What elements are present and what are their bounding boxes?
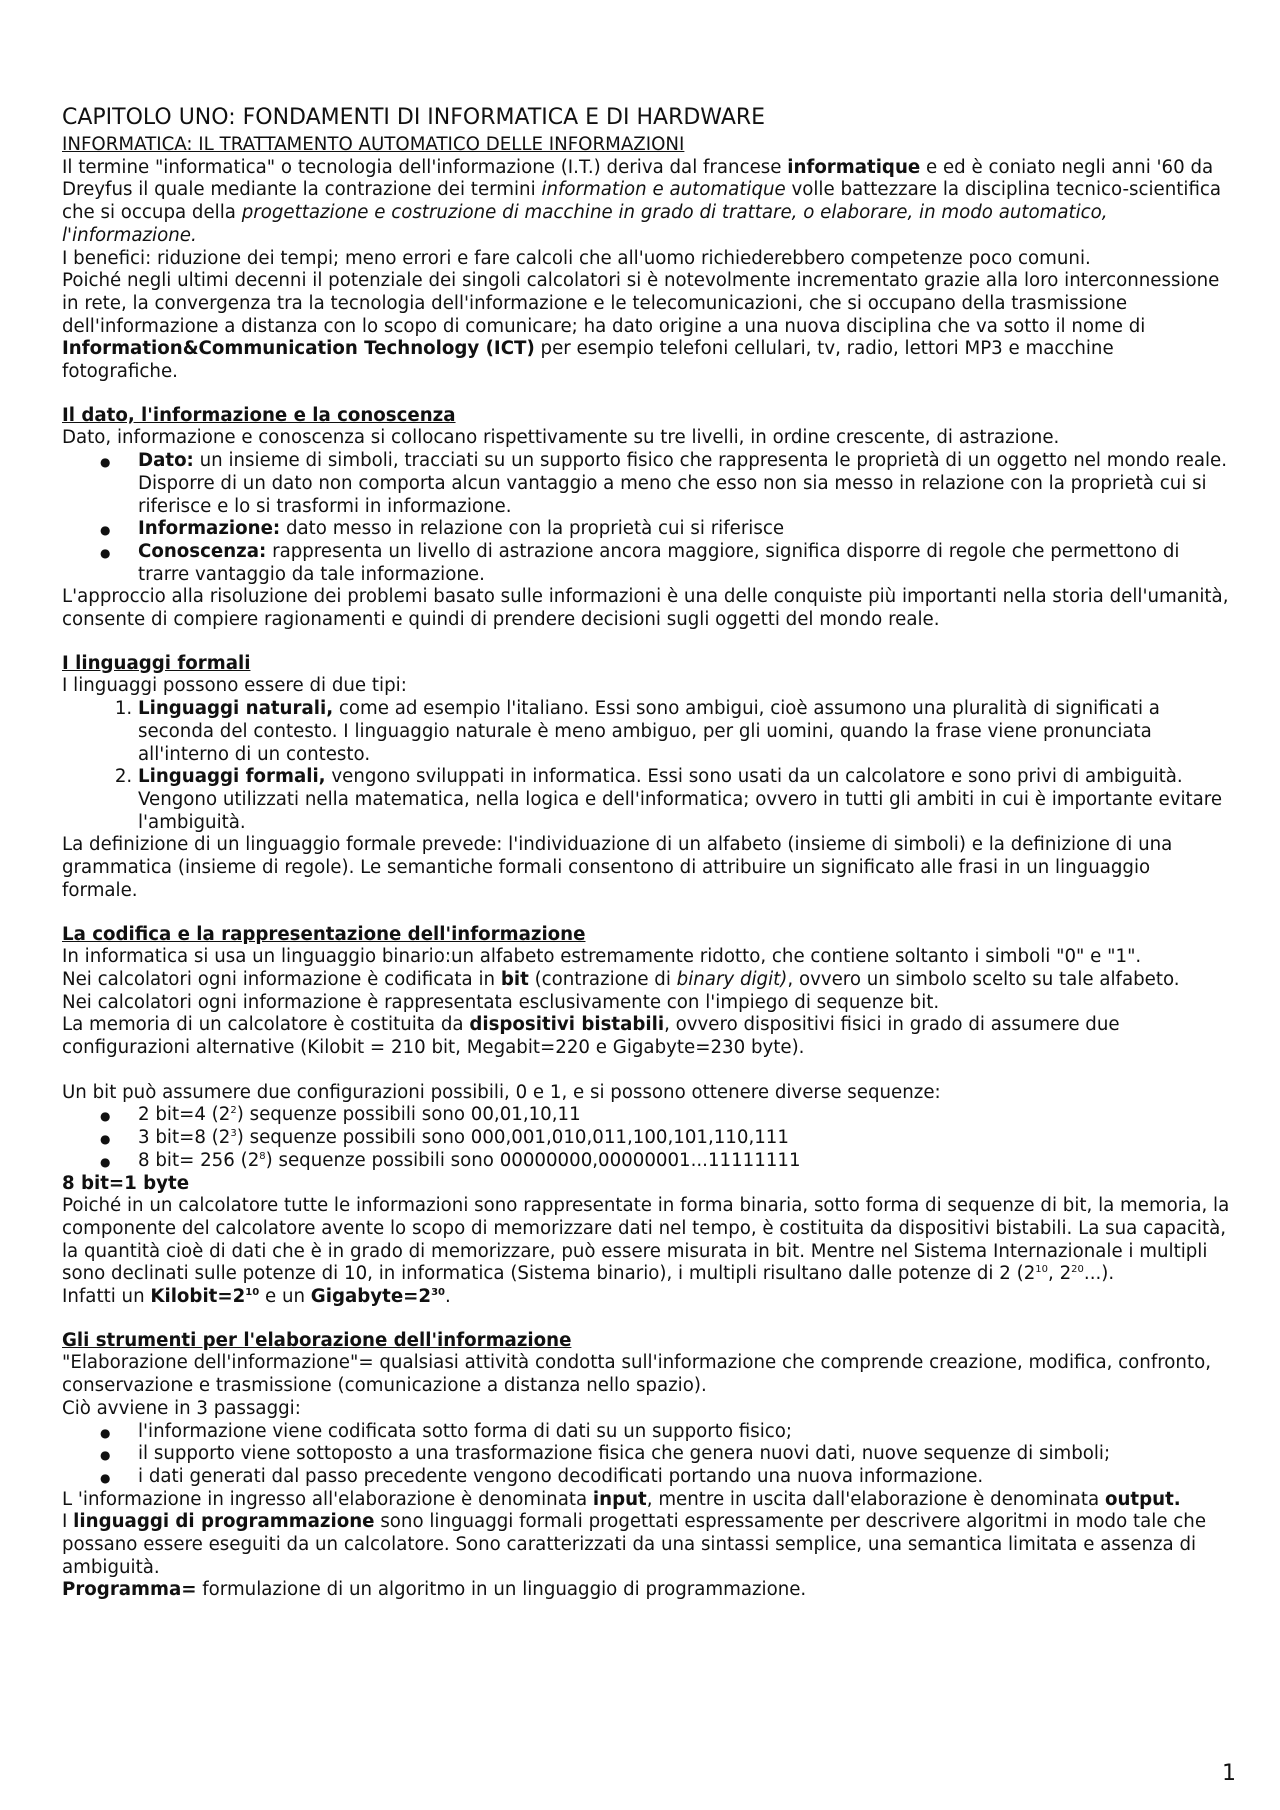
text-italic: progettazione e costruzione di macchine in grado di trattare, o elaborare, in modo automatico, l'informazione. [62,202,1108,246]
text: , 2 [1048,1263,1072,1285]
superscript: 20 [1071,1264,1084,1276]
text: vengono sviluppati in informatica. Essi sono usati da un calcolatore e sono privi di ambiguità. Vengono utilizzati nella matematica, nella logica e dell'informatica; ovvero in tutti gli ambiti in cui è importante evitare l'ambiguità. [138,766,1223,833]
bullet-list [62,450,1230,586]
text: 3 bit=8 (2 [138,1127,231,1149]
bold-line [62,1173,1230,1196]
text: Poiché negli ultimi decenni il potenziale dei singoli calcolatori si è notevolmente incrementato grazie alla loro interconnessione in rete, la convergenza tra la tecnologia dell'informazione e le telecomunicazioni, che si occupano della trasmissione dell'informazione a distanza con lo scopo di comunicare; ha dato origine a una nuova disciplina che va sotto il nome di [62,270,1220,337]
text-bold: bit [500,968,529,990]
superscript: 8 [259,1150,266,1162]
superscript: 10 [1035,1264,1049,1276]
section-heading-linguaggi: I linguaggi formali [62,652,251,674]
text: e ed è coniato negli anni '60 da Dreyfus il quale mediante la contrazione dei termini [62,156,1214,201]
paragraph: L'approccio alla risoluzione dei problemi basato sulle informazioni è una delle conquiste più importanti nella storia dell'umanità, consente di compiere ragionamenti e quindi di prendere decisioni sugli oggetti del mondo reale. [62,586,1229,631]
text: Poiché in un calcolatore tutte le informazioni sono rappresentate in forma binaria, sotto forma di sequenze di bit, la memoria, la componente del calcolatore avente lo scopo di memorizzare dati nel tempo, è costituita da dispositivi bistabili. La sua capacità, la quantità cioè di dati che è in grado di memorizzare, può essere misurata in bit. Mentre nel Sistema Internazionale i multipli sono declinati sulle potenze di 10, in informatica (Sistema binario), i multipli risultano dalle potenze di 2 (2 [62,1195,1230,1285]
text-bold: 8 bit=1 byte [62,1172,190,1194]
text: dato messo in relazione con la proprietà cui si riferisce [280,518,785,540]
list-item: ● i dati generati dal passo precedente vengono decodificati portando una nuova informazione. [138,1466,1230,1489]
section-heading-strumenti: Gli strumenti per l'elaborazione dell'informazione [62,1329,572,1351]
paragraph: Dato, informazione e conoscenza si collocano rispettivamente su tre livelli, in ordine crescente, di astrazione. [62,427,1060,449]
text: , ovvero dispositivi fisici in grado di assumere due configurazioni alternative (Kilobit = 210 bit, Megabit=220 e Gigabyte=230 byte). [62,1014,1120,1059]
paragraph [62,1489,1230,1512]
paragraph: "Elaborazione dell'informazione"= qualsiasi attività condotta sull'informazione che comprende creazione, modifica, confronto, conservazione e trasmissione (comunicazione a distanza nello spazio). [62,1352,1211,1397]
page-number: 1 [1222,1761,1236,1786]
term: Linguaggi naturali, [138,698,334,720]
section-heading-informatica: INFORMATICA: IL TRATTAMENTO AUTOMATICO DELLE INFORMAZIONI [62,134,685,155]
text: Nei calcolatori ogni informazione è codificata in [62,968,501,990]
text-bold: dispositivi bistabili [469,1014,665,1036]
paragraph [62,969,1230,992]
paragraph: Nei calcolatori ogni informazione è rappresentata esclusivamente con l'impiego di sequenze bit. [62,991,940,1013]
paragraph [62,157,1230,248]
superscript: 3 [230,1128,237,1140]
text: sono linguaggi formali progettati espressamente per descrivere algoritmi in modo tale che possano essere eseguiti da un calcolatore. Sono caratterizzati da una sintassi semplice, una semantica limitata e assenza di ambiguità. [62,1511,1207,1578]
spacer [62,1060,1230,1082]
text: , mentre in uscita dall'elaborazione è denominata [646,1488,1105,1510]
document-page [62,104,1230,1602]
text-italic: information e automatique [541,179,786,201]
text: (contrazione di [528,968,677,990]
term: Dato: [138,450,194,472]
text-bold [311,1286,445,1307]
superscript: 2 [230,1105,237,1117]
text: e un [259,1286,311,1308]
text-bold: Programma= [62,1579,197,1601]
text: Infatti un [62,1286,151,1308]
bullet-list [62,1421,1230,1489]
list-item [138,766,1230,834]
text: un insieme di simboli, tracciati su un supporto fisico che rappresenta le proprietà di un oggetto nel mondo reale. Disporre di un dato non comporta alcun vantaggio a meno che esso non sia messo in relazione con la proprietà cui si riferisce e lo si trasformi in informazione. [138,450,1228,517]
text-bold: input [592,1488,647,1510]
text: 2 bit=4 (2 [138,1104,231,1126]
text: ) sequenze possibili sono 000,001,010,011,100,101,110,111 [236,1127,789,1149]
text-bold [150,1286,259,1307]
superscript: 30 [431,1286,445,1298]
text: per esempio telefoni cellulari, tv, radio, lettori MP3 e macchine fotografiche. [62,338,1114,383]
list-item: ● il supporto viene sottoposto a una trasformazione fisica che genera nuovi dati, nuove sequenze di simboli; [138,1443,1230,1466]
list-item [138,1127,1230,1150]
section-heading-dato: Il dato, l'informazione e la conoscenza [62,404,456,426]
text: ...). [1083,1263,1115,1285]
text-bold: Information&Communication Technology (ICT) [62,338,535,360]
paragraph [62,1195,1230,1286]
list-item [138,1150,1230,1173]
list-item [138,1104,1230,1127]
superscript: 10 [245,1286,260,1298]
paragraph: La definizione di un linguaggio formale prevede: l'individuazione di un alfabeto (insieme di simboli) e la definizione di una grammatica (insieme di regole). Le semantiche formali consentono di attribuire un significato alle frasi in un linguaggio formale. [62,834,1173,901]
paragraph: I benefici: riduzione dei tempi; meno errori e fare calcoli che all'uomo richiederebbero competenze poco comuni. [62,247,1091,269]
text-bold: informatique [787,156,921,178]
text: Kilobit=2 [150,1286,246,1308]
text: 8 bit= 256 (2 [138,1149,260,1171]
paragraph [62,1511,1230,1579]
text: , ovvero un simbolo scelto su tale alfabeto. [787,968,1180,990]
list-item [138,541,1230,586]
text: La memoria di un calcolatore è costituita da [62,1014,470,1036]
text-bold: output. [1104,1488,1181,1510]
text: formulazione di un algoritmo in un linguaggio di programmazione. [196,1579,807,1601]
paragraph [62,1579,1230,1602]
term: Conoscenza: [138,540,267,562]
list-item [138,698,1230,766]
term: Linguaggi formali, [138,766,326,788]
list-item: ● l'informazione viene codificata sotto forma di dati su un supporto fisico; [138,1421,1230,1444]
paragraph [62,270,1230,384]
text: I [62,1511,74,1533]
text: Gigabyte=2 [310,1286,432,1308]
paragraph [62,1014,1230,1059]
text: ) sequenze possibili sono 00000000,00000001...11111111 [265,1149,801,1171]
list-item [138,518,1230,541]
term: Informazione: [138,518,281,540]
text: Il termine "informatica" o tecnologia dell'informazione (I.T.) deriva dal francese [62,156,788,178]
text-bold: linguaggi di programmazione [73,1511,375,1533]
paragraph: In informatica si usa un linguaggio binario:un alfabeto estremamente ridotto, che contiene soltanto i simboli "0" e "1". [62,946,1142,968]
section-heading-codifica: La codifica e la rappresentazione dell'informazione [62,923,586,945]
bullet-list [62,1104,1230,1172]
text: rappresenta un livello di astrazione ancora maggiore, significa disporre di regole che permettono di trarre vantaggio da tale informazione. [138,540,1180,585]
text: come ad esempio l'italiano. Essi sono ambigui, cioè assumono una pluralità di significati a seconda del contesto. I linguaggio naturale è meno ambiguo, per gli uomini, quando la frase viene pronunciata all'interno di un contesto. [138,698,1160,765]
paragraph: Ciò avviene in 3 passaggi: [62,1397,301,1419]
paragraph: I linguaggi possono essere di due tipi: [62,675,407,697]
text: . [444,1286,451,1308]
text-italic: binary digit) [676,968,788,990]
paragraph: Un bit può assumere due configurazioni possibili, 0 e 1, e si possono ottenere diverse sequenze: [62,1081,941,1103]
list-item [138,450,1230,518]
numbered-list [62,698,1230,834]
text: ) sequenze possibili sono 00,01,10,11 [236,1104,581,1126]
text: L 'informazione in ingresso all'elaborazione è denominata [62,1488,593,1510]
chapter-title: CAPITOLO UNO: FONDAMENTI DI INFORMATICA E DI HARDWARE [62,105,766,130]
text: volle battezzare la disciplina tecnico-scientifica che si occupa della [62,179,1222,224]
paragraph [62,1286,1230,1309]
